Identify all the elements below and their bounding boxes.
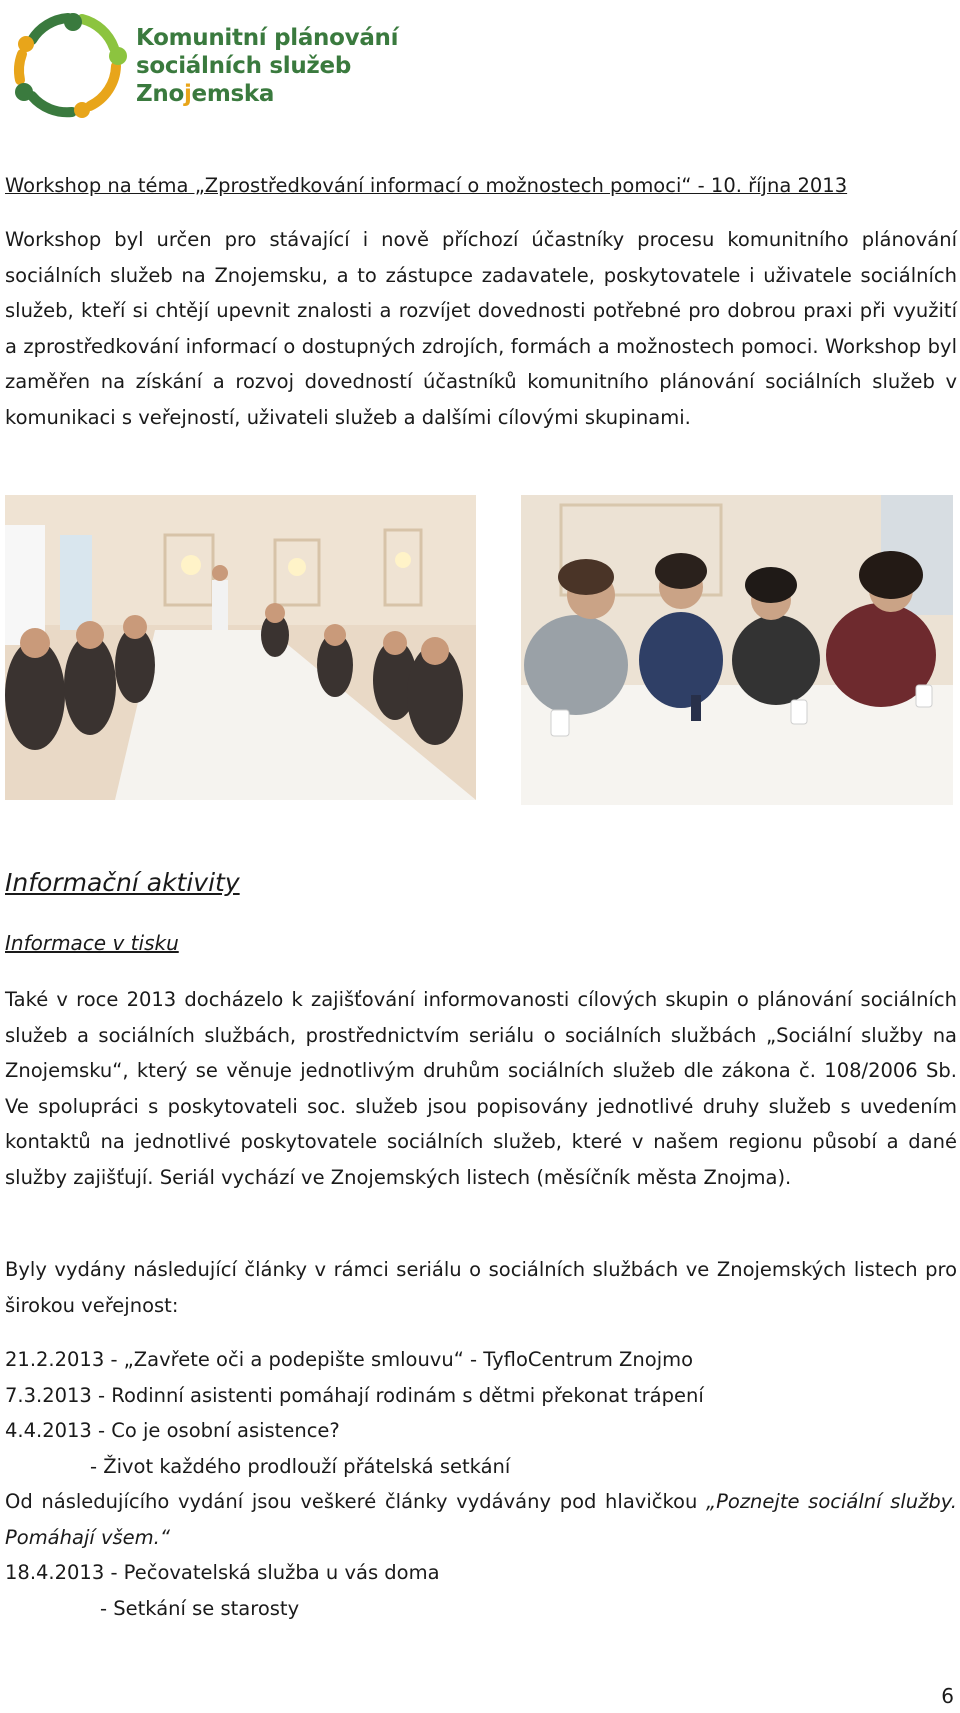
logo-text [136,24,398,108]
articles-list [5,1342,957,1626]
article-item: 21.2.2013 - „Zavřete oči a podepište smlouvu“ - TyfloCentrum Znojmo [5,1348,694,1371]
logo-line-3: Znojemska [136,81,275,107]
info-paragraph-1: Také v roce 2013 docházelo k zajišťování informovanosti cílových skupin o plánování sociálních služeb a sociálních službách, prostřednictvím seriálu o sociálních službách „Sociální služby na Znojemsku“, který se věnuje jednotlivým druhům sociálních služeb dle zákona č. 108/2006 Sb. Ve spolupráci s poskytovateli soc. služeb jsou popisovány jednotlivé druhy služeb s uvedením kontaktů na jednotlivé poskytovatele sociálních služeb, které v našem regionu působí a dané služby zajišťují. Seriál vychází ve Znojemských listech (měsíčník města Znojma). [5,988,957,1189]
article-item: - Setkání se starosty [100,1596,300,1620]
info-heading: Informační aktivity [5,868,240,897]
info-paragraph-2: Byly vydány následující články v rámci seriálu o sociálních službách ve Znojemských listech pro širokou veřejnost: [5,1258,957,1317]
article-item: 7.3.2013 - Rodinní asistenti pomáhají rodinám s dětmi překonat trápení [5,1383,704,1407]
logo-line-1: Komunitní plánování [136,25,399,51]
articles-note: Od následujícího vydání jsou veškeré články vydávány pod hlavičkou „Poznejte sociální služby. Pomáhají všem.“ [5,1490,957,1549]
article-item: - Život každého prodlouží přátelská setkání [90,1454,511,1478]
workshop-photo-room [5,495,476,800]
article-item: 18.4.2013 - Pečovatelská služba u vás doma [5,1561,440,1584]
workshop-photo-women [521,495,953,805]
workshop-heading: Workshop na téma „Zprostředkování informací o možnostech pomoci“ - 10. října 2013 [5,174,848,197]
logo [10,10,410,120]
logo-circle-icon [10,10,128,118]
info-subheading: Informace v tisku [5,931,179,955]
article-item: 4.4.2013 - Co je osobní asistence? [5,1419,340,1442]
page-number: 6 [941,1684,954,1708]
workshop-paragraph: Workshop byl určen pro stávající i nově příchozí účastníky procesu komunitního plánování sociálních služeb na Znojemsku, a to zástupce zadavatele, poskytovatele i uživatele sociálních služeb, kteří si chtějí upevnit znalosti a rozvíjet dovednosti potřebné pro dobrou praxi při využití a zprostředkování informací o dostupných zdrojích, formách a možnostech pomoci. Workshop byl zaměřen na získání a rozvoj dovedností účastníků komunitního plánování sociálních služeb v komunikaci s veřejností, uživateli služeb a dalšími cílovými skupinami. [5,228,957,429]
logo-line-2: sociálních služeb [136,53,351,79]
